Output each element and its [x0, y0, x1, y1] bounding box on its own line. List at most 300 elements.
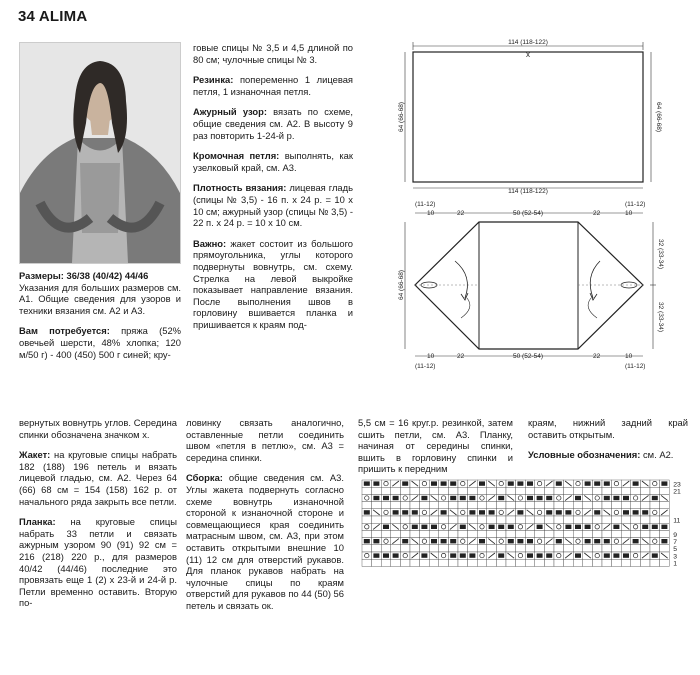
- chart-cell: [612, 559, 622, 566]
- chart-symbol-purl: [633, 481, 639, 485]
- chart-row-label: 11: [673, 517, 681, 525]
- chart-cell: [583, 530, 593, 537]
- chart-cell: [660, 530, 670, 537]
- chart-cell: [602, 545, 612, 552]
- dim-t22b: 22: [593, 210, 601, 217]
- chart-cell: [477, 545, 487, 552]
- needles-text: говые спицы № 3,5 и 4,5 длиной по 80 см; чулочные спицы № 3.: [193, 42, 353, 65]
- chart-cell: [458, 545, 468, 552]
- chart-cell: [496, 502, 506, 509]
- chart-cell: [448, 502, 458, 509]
- chart-cell: [544, 502, 554, 509]
- chart-cell: [564, 502, 574, 509]
- chart-symbol-purl: [594, 539, 600, 543]
- chart-symbol-purl: [450, 553, 456, 557]
- assembly-label: Сборка:: [186, 472, 223, 484]
- dim-bl: (11-12): [415, 363, 436, 370]
- column-5: [358, 417, 513, 484]
- chart-symbol-purl: [431, 539, 437, 543]
- chart-cell: [602, 487, 612, 494]
- chart-symbol-purl: [575, 496, 581, 500]
- chart-cell: [496, 545, 506, 552]
- sizes-label: Размеры:: [19, 270, 64, 281]
- important-text: жакет состоит из большого прямоугольника, углы которого подвернуты вовнутрь, см. схему. Стрелка на левой выкройке показывает направление вязания. После выполнения швов в горловину вшивается планка и пришивается к краям под-: [193, 237, 354, 330]
- chart-cell: [525, 530, 535, 537]
- chart-symbol-purl: [469, 496, 475, 500]
- chart-cell: [564, 487, 574, 494]
- chart-cell: [554, 530, 564, 537]
- sizes-text: Указания для больших размеров см. А1. Общие сведения для узоров и техники вязания см. А2 и А3.: [19, 281, 181, 316]
- chart-symbol-purl: [633, 510, 639, 514]
- chart-symbol-purl: [517, 481, 523, 485]
- chart-cell: [583, 516, 593, 523]
- chart-cell: [439, 502, 449, 509]
- chart-cell: [573, 545, 583, 552]
- column-2: [193, 42, 353, 339]
- chart-cell: [381, 502, 391, 509]
- chart-cell: [544, 545, 554, 552]
- chart-cell: [448, 545, 458, 552]
- legend-label: Условные обозначения:: [528, 449, 641, 461]
- chart-symbol-purl: [633, 539, 639, 543]
- chart-cell: [535, 559, 545, 566]
- chart-cell: [391, 502, 401, 509]
- chart-symbol-purl: [508, 481, 514, 485]
- lace-chart: [358, 478, 698, 570]
- chart-cell: [525, 502, 535, 509]
- chart-symbol-purl: [527, 553, 533, 557]
- chart-symbol-purl: [469, 510, 475, 514]
- chart-symbol-purl: [661, 539, 667, 543]
- chart-row-label: 23: [673, 481, 681, 489]
- chart-symbol-purl: [393, 496, 399, 500]
- chart-cell: [544, 559, 554, 566]
- chart-symbol-purl: [556, 510, 562, 514]
- chart-symbol-purl: [383, 496, 389, 500]
- chart-cell: [458, 516, 468, 523]
- chart-cell: [535, 487, 545, 494]
- chart-cell: [487, 502, 497, 509]
- lace-text: вязать по схеме, общие сведения см. А2. В высоту 9 раз повторить 1-24-й р.: [193, 106, 353, 141]
- chart-cell: [564, 516, 574, 523]
- chart-symbol-purl: [373, 481, 379, 485]
- chart-cell: [420, 545, 430, 552]
- chart-cell: [650, 502, 660, 509]
- chart-cell: [410, 559, 420, 566]
- chart-cell: [391, 559, 401, 566]
- bottom-width-label: 114 (118-122): [508, 188, 548, 195]
- chart-cell: [372, 559, 382, 566]
- chart-cell: [573, 559, 583, 566]
- chart-symbol-purl: [479, 481, 485, 485]
- chart-cell: [477, 530, 487, 537]
- chart-cell: [506, 487, 516, 494]
- need-label: Вам потребуется:: [19, 325, 110, 337]
- dim-right-2: 32 (33-34): [657, 302, 664, 332]
- chart-symbol-purl: [575, 525, 581, 529]
- chart-cell: [525, 545, 535, 552]
- chart-symbol-purl: [498, 553, 504, 557]
- chart-cell: [516, 487, 526, 494]
- chart-symbol-purl: [585, 481, 591, 485]
- chart-cell: [544, 516, 554, 523]
- dim-tl: (11-12): [415, 201, 436, 208]
- chart-symbol-purl: [556, 539, 562, 543]
- chart-cell: [602, 516, 612, 523]
- chart-cell: [400, 516, 410, 523]
- chart-cell: [420, 487, 430, 494]
- chart-cell: [506, 559, 516, 566]
- chart-cell: [496, 487, 506, 494]
- dim-tl2: 10: [427, 210, 435, 217]
- chart-symbol-purl: [441, 481, 447, 485]
- left-height-label: 64 (66-68): [398, 102, 405, 132]
- chart-cell: [640, 516, 650, 523]
- chart-cell: [400, 559, 410, 566]
- chart-cell: [554, 516, 564, 523]
- chart-cell: [535, 502, 545, 509]
- chart-symbol-purl: [623, 496, 629, 500]
- chart-cell: [573, 487, 583, 494]
- chart-cell: [621, 516, 631, 523]
- chart-symbol-purl: [594, 481, 600, 485]
- chart-cell: [487, 516, 497, 523]
- chart-symbol-purl: [431, 525, 437, 529]
- chart-symbol-purl: [402, 510, 408, 514]
- chart-cell: [362, 502, 372, 509]
- chart-cell: [506, 545, 516, 552]
- chart-cell: [381, 516, 391, 523]
- chart-symbol-purl: [460, 553, 466, 557]
- dim-br2: 10: [625, 353, 633, 360]
- chart-cell: [516, 559, 526, 566]
- chart-row-label: 7: [673, 539, 677, 546]
- col3-intro: вернутых вовнутрь углов. Середина спинки обозначена значком х.: [19, 417, 177, 440]
- chart-symbol-purl: [613, 553, 619, 557]
- important-label: Важно:: [193, 237, 227, 249]
- chart-cell: [631, 530, 641, 537]
- chart-cell: [535, 545, 545, 552]
- chart-symbol-purl: [460, 496, 466, 500]
- chart-symbol-purl: [652, 553, 658, 557]
- chart-cell: [381, 545, 391, 552]
- chart-cell: [592, 502, 602, 509]
- chart-symbol-purl: [364, 510, 370, 514]
- chart-cell: [468, 545, 478, 552]
- chart-cell: [640, 502, 650, 509]
- chart-cell: [621, 487, 631, 494]
- chart-row-label: 9: [673, 531, 677, 539]
- chart-cell: [381, 487, 391, 494]
- chart-cell: [592, 559, 602, 566]
- chart-cell: [612, 516, 622, 523]
- chart-cell: [592, 516, 602, 523]
- chart-cell: [516, 502, 526, 509]
- chart-symbol-purl: [450, 496, 456, 500]
- chart-symbol-purl: [441, 539, 447, 543]
- band-text: на круговые спицы набрать 33 петли и связать ажурным узором 90 (91) 92 см = 216 (218) 220 р., для размеров 40/42 (44/46) последние это провязать еще 1 (2) х 23-й и 24-й р. Петли временно оставить. Вторую по-: [19, 516, 178, 609]
- chart-symbol-purl: [537, 496, 543, 500]
- chart-cell: [573, 502, 583, 509]
- chart-cell: [468, 487, 478, 494]
- chart-cell: [506, 516, 516, 523]
- chart-cell: [573, 516, 583, 523]
- chart-cell: [362, 516, 372, 523]
- chart-cell: [439, 487, 449, 494]
- chart-cell: [420, 559, 430, 566]
- chart-symbol-purl: [604, 539, 610, 543]
- chart-symbol-purl: [575, 553, 581, 557]
- chart-symbol-purl: [613, 496, 619, 500]
- chart-cell: [650, 545, 660, 552]
- chart-symbol-purl: [450, 539, 456, 543]
- chart-symbol-purl: [441, 510, 447, 514]
- chart-symbol-purl: [613, 525, 619, 529]
- chart-cell: [640, 545, 650, 552]
- chart-cell: [592, 487, 602, 494]
- chart-cell: [362, 487, 372, 494]
- chart-cell: [554, 487, 564, 494]
- chart-cell: [477, 559, 487, 566]
- chart-cell: [458, 502, 468, 509]
- chart-cell: [420, 502, 430, 509]
- chart-symbol-purl: [527, 481, 533, 485]
- chart-cell: [391, 530, 401, 537]
- jacket-text: на круговые спицы набрать 182 (188) 196 петель и вязать лицевой гладью, см. А2. Через 64 (66) 68 см = 154 (158) 162 р. от начального ряда закрыть все петли.: [19, 449, 178, 507]
- chart-cell: [650, 530, 660, 537]
- chart-symbol-purl: [373, 553, 379, 557]
- chart-cell: [410, 502, 420, 509]
- chart-symbol-purl: [546, 496, 552, 500]
- chart-cell: [573, 530, 583, 537]
- chart-cell: [612, 545, 622, 552]
- chart-symbol-purl: [604, 496, 610, 500]
- chart-symbol-purl: [508, 525, 514, 529]
- chart-symbol-purl: [431, 481, 437, 485]
- top-rectangle-diagram: [398, 39, 662, 195]
- dim-left: 64 (66-68): [398, 270, 405, 300]
- chart-cell: [660, 502, 670, 509]
- chart-symbol-purl: [537, 525, 543, 529]
- band-label: Планка:: [19, 516, 56, 528]
- sizes-value: 36/38 (40/42) 44/46: [66, 270, 149, 281]
- chart-row-label: 5: [673, 546, 677, 554]
- chart-symbol-purl: [652, 496, 658, 500]
- chart-cell: [372, 545, 382, 552]
- chart-symbol-purl: [402, 539, 408, 543]
- chart-symbol-purl: [489, 525, 495, 529]
- chart-cell: [525, 516, 535, 523]
- dim-bmid: 50 (52-54): [513, 353, 543, 360]
- edge-label: Кромочная петля:: [193, 150, 280, 162]
- chart-cell: [448, 487, 458, 494]
- chart-cell: [650, 559, 660, 566]
- chart-symbol-purl: [565, 510, 571, 514]
- chart-symbol-purl: [565, 525, 571, 529]
- column-3: [19, 417, 177, 618]
- center-back-mark: x: [526, 50, 530, 59]
- chart-cell: [372, 516, 382, 523]
- chart-cell: [631, 502, 641, 509]
- chart-cell: [660, 545, 670, 552]
- dim-tr: (11-12): [625, 201, 646, 208]
- chart-cell: [496, 516, 506, 523]
- chart-symbol-purl: [479, 510, 485, 514]
- chart-row-label: 1: [673, 560, 677, 568]
- chart-symbol-purl: [604, 553, 610, 557]
- chart-cell: [621, 545, 631, 552]
- chart-symbol-purl: [517, 510, 523, 514]
- chart-cell: [458, 530, 468, 537]
- chart-cell: [439, 516, 449, 523]
- chart-cell: [554, 545, 564, 552]
- chart-cell: [448, 516, 458, 523]
- chart-cell: [583, 487, 593, 494]
- legend-text: см. А2.: [642, 449, 674, 461]
- chart-cell: [602, 559, 612, 566]
- model-photo: [19, 42, 181, 264]
- assembly-text: общие сведения см. А3. Углы жакета подвернуть согласно схеме вовнутрь изнаночной стороной к изнаночной стороне и совмещающиеся края соединить матрасным швом, см. А3, при этом оставить открытыми внешние 10 (11) 12 см для отверстий рукавов. Для планок рукавов набрать на чулочные спицы по краям отверстий для рукавов по 44 (50) 56 петель и связать ок.: [186, 472, 344, 611]
- chart-symbol-purl: [508, 539, 514, 543]
- chart-cell: [391, 545, 401, 552]
- chart-cell: [439, 559, 449, 566]
- chart-cell: [468, 559, 478, 566]
- chart-symbol-purl: [450, 481, 456, 485]
- dim-bl2: 10: [427, 353, 435, 360]
- chart-symbol-purl: [421, 496, 427, 500]
- chart-symbol-purl: [517, 539, 523, 543]
- dim-t22a: 22: [457, 210, 465, 217]
- gauge-text: лицевая гладь (спицы № 3,5) - 16 п. х 24 р. = 10 х 10 см; ажурный узор (спицы № 3,5) - 22 п. х 24 р. = 10 х 10 см.: [193, 182, 353, 229]
- page-title: 34 ALIMA: [18, 8, 88, 25]
- edge-text: выполнять, как узелковый край, см. А3.: [193, 150, 353, 173]
- right-height-label: 64 (66-68): [655, 102, 662, 132]
- chart-cell: [516, 530, 526, 537]
- chart-cell: [420, 516, 430, 523]
- chart-cell: [458, 487, 468, 494]
- chart-symbol-purl: [498, 525, 504, 529]
- chart-symbol-purl: [642, 510, 648, 514]
- dim-br: (11-12): [625, 363, 646, 370]
- chart-symbol-purl: [393, 553, 399, 557]
- chart-cell: [448, 530, 458, 537]
- chart-symbol-purl: [642, 525, 648, 529]
- chart-symbol-purl: [498, 496, 504, 500]
- chart-cell: [496, 559, 506, 566]
- dim-b22b: 22: [593, 353, 601, 360]
- chart-symbol-purl: [373, 539, 379, 543]
- column-4: [186, 417, 344, 621]
- dim-right-1: 32 (33-34): [657, 239, 664, 269]
- chart-symbol-purl: [489, 510, 495, 514]
- chart-cell: [429, 559, 439, 566]
- chart-cell: [602, 502, 612, 509]
- chart-cell: [487, 530, 497, 537]
- chart-cell: [612, 487, 622, 494]
- chart-symbol-purl: [594, 510, 600, 514]
- chart-cell: [477, 487, 487, 494]
- chart-cell: [621, 559, 631, 566]
- chart-cell: [535, 516, 545, 523]
- chart-cell: [410, 487, 420, 494]
- chart-symbol-purl: [537, 553, 543, 557]
- chart-cell: [372, 530, 382, 537]
- chart-cell: [448, 559, 458, 566]
- chart-symbol-purl: [556, 481, 562, 485]
- chart-cell: [410, 545, 420, 552]
- col6-text: краям, нижний задний край оставить открытым.: [528, 417, 688, 440]
- col5-text: 5,5 см = 16 круг.р. резинкой, затем сшить петли, см. А3. Планку, начиная от середины спинки, вшить в горловину спинки и пришить к передним: [358, 417, 513, 475]
- chart-symbol-purl: [623, 553, 629, 557]
- hexagon-diagram: [398, 201, 664, 370]
- chart-cell: [506, 530, 516, 537]
- chart-cell: [621, 530, 631, 537]
- chart-cell: [477, 516, 487, 523]
- schematic-diagrams: [395, 36, 690, 376]
- chart-symbol-purl: [393, 510, 399, 514]
- chart-symbol-purl: [383, 525, 389, 529]
- chart-symbol-purl: [479, 539, 485, 543]
- top-width-label: 114 (118-122): [508, 39, 548, 46]
- chart-cell: [468, 530, 478, 537]
- chart-symbol-purl: [421, 525, 427, 529]
- dim-b22a: 22: [457, 353, 465, 360]
- chart-symbol-purl: [585, 525, 591, 529]
- chart-cell: [410, 516, 420, 523]
- chart-cell: [544, 530, 554, 537]
- chart-row-label: 21: [673, 488, 681, 496]
- chart-cell: [583, 559, 593, 566]
- chart-cell: [506, 502, 516, 509]
- chart-cell: [362, 559, 372, 566]
- chart-cell: [429, 530, 439, 537]
- chart-cell: [400, 530, 410, 537]
- chart-cell: [631, 559, 641, 566]
- chart-cell: [372, 487, 382, 494]
- chart-cell: [400, 502, 410, 509]
- chart-cell: [640, 487, 650, 494]
- chart-cell: [516, 545, 526, 552]
- chart-symbol-purl: [469, 553, 475, 557]
- chart-symbol-purl: [546, 553, 552, 557]
- chart-cell: [525, 559, 535, 566]
- chart-cell: [660, 487, 670, 494]
- chart-cell: [362, 545, 372, 552]
- chart-cell: [592, 530, 602, 537]
- chart-cell: [400, 545, 410, 552]
- chart-cell: [640, 559, 650, 566]
- chart-cell: [631, 487, 641, 494]
- chart-symbol-purl: [546, 510, 552, 514]
- column-6: [528, 417, 688, 470]
- chart-cell: [564, 530, 574, 537]
- chart-cell: [458, 559, 468, 566]
- gauge-label: Плотность вязания:: [193, 182, 287, 194]
- chart-symbol-purl: [364, 539, 370, 543]
- chart-cell: [554, 559, 564, 566]
- chart-cell: [410, 530, 420, 537]
- column-1: [19, 270, 181, 369]
- chart-symbol-purl: [421, 553, 427, 557]
- chart-cell: [381, 530, 391, 537]
- jacket-label: Жакет:: [19, 449, 51, 461]
- chart-cell: [468, 516, 478, 523]
- chart-symbol-purl: [383, 553, 389, 557]
- chart-cell: [429, 545, 439, 552]
- chart-symbol-purl: [661, 525, 667, 529]
- chart-symbol-purl: [460, 525, 466, 529]
- chart-symbol-purl: [402, 481, 408, 485]
